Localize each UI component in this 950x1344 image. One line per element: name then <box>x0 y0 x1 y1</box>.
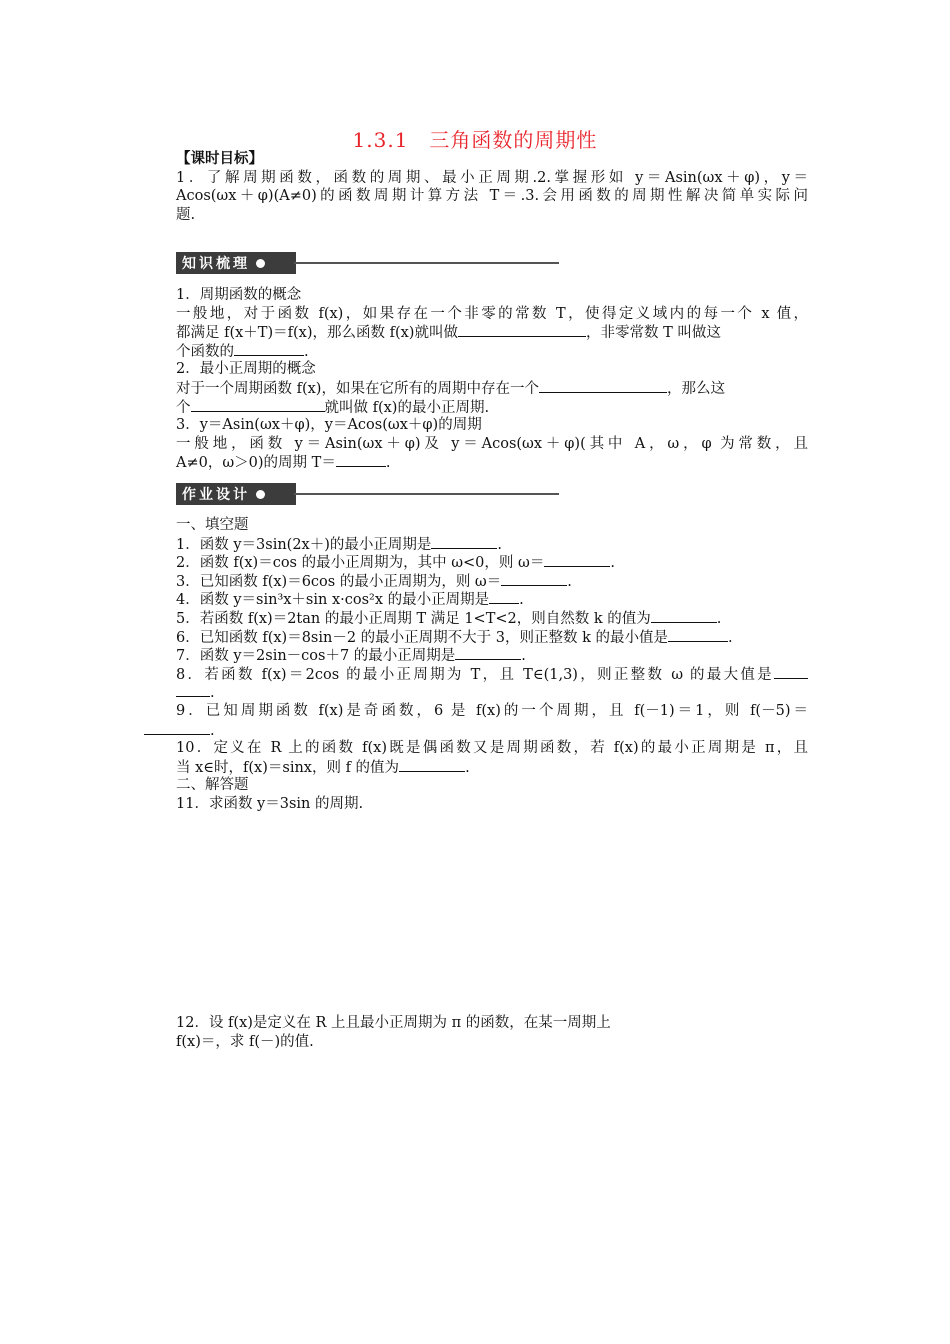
fill-blank <box>501 572 567 586</box>
fill-blank <box>176 683 210 697</box>
question-10-cont <box>176 758 808 777</box>
question-3 <box>176 572 808 591</box>
question-end: . <box>610 555 615 572</box>
k2-line-2a: 个 <box>176 399 191 416</box>
question-5 <box>176 609 808 628</box>
k3-line-2 <box>176 453 808 472</box>
k1-line-1: 一般地，对于函数 f(x)，如果存在一个非零的常数 T，使得定义域内的每一个 x 值， <box>176 305 808 322</box>
question-text: 3．已知函数 f(x)＝6cos 的最小正周期为，则 ω＝ <box>176 573 502 590</box>
question-end: . <box>567 573 572 590</box>
k1-line-2b: ，非零常数 T 叫做这 <box>585 325 721 342</box>
page-title: 1.3.1 三角函数的周期性 <box>352 128 598 152</box>
fill-blank <box>455 646 521 660</box>
banner-box <box>176 252 296 274</box>
k1-line-3b: . <box>304 343 309 360</box>
question-end: . <box>465 759 470 776</box>
objectives-line-1a: 1．了解周期函数，函数的周期、最小正周期.2.掌握形如 <box>176 169 636 186</box>
k1-line-3a: 个函数的 <box>176 343 234 360</box>
question-text: 4．函数 y＝sin³x＋sin x·cos²x 的最小正周期是 <box>176 592 490 609</box>
question-end: . <box>210 685 215 702</box>
fill-blank <box>336 453 386 467</box>
fill-blank <box>234 342 304 356</box>
question-end: . <box>716 610 722 627</box>
question-2 <box>176 553 808 572</box>
fill-blank <box>544 553 610 567</box>
question-text: 1．函数 y＝3sin(2x＋)的最小正周期是 <box>176 536 432 553</box>
objectives-line-1b: y＝Asin(ωx＋φ)，y＝ <box>635 169 808 186</box>
part2-heading: 二、解答题 <box>176 777 249 794</box>
fill-blank <box>191 398 325 412</box>
k3-line-1: 一般地，函数 y＝Asin(ωx＋φ)及 y＝Acos(ωx＋φ)(其中 A，ω，φ 为常数，且 <box>176 435 808 452</box>
k2-line-2 <box>176 398 808 417</box>
fill-blank <box>651 609 717 623</box>
k2-line-1b: ，那么这 <box>666 380 725 397</box>
section-banner-homework <box>176 483 296 505</box>
fill-blank <box>144 721 210 735</box>
fill-blank <box>539 379 667 393</box>
question-9: 9．已知周期函数 f(x)是奇函数，6 是 f(x)的一个周期，且 f(－1)＝1，则 f(－5)＝ <box>176 702 808 719</box>
banner-rule <box>294 493 559 495</box>
fill-blank <box>458 323 586 337</box>
question-8-cont <box>176 683 808 702</box>
objectives-block <box>176 150 808 224</box>
question-12-block <box>176 1014 808 1051</box>
question-text: 7．函数 y＝2sin－cos＋7 的最小正周期是 <box>176 648 456 665</box>
k2-title: 2．最小正周期的概念 <box>176 361 316 378</box>
part1-heading: 一、填空题 <box>176 517 249 533</box>
fill-blank <box>489 590 519 604</box>
k3-title: 3．y＝Asin(ωx＋φ)，y＝Acos(ωx＋φ)的周期 <box>176 417 482 434</box>
homework-block <box>176 516 808 814</box>
objectives-line-1 <box>176 169 808 188</box>
question-12: 12．设 f(x)是定义在 R 上且最小正周期为 π 的函数，在某一周期上 <box>176 1015 611 1031</box>
k2-line-1a: 对于一个周期函数 f(x)，如果在它所有的周期中存在一个 <box>176 380 539 397</box>
k3-line-2a: A≠0，ω＞0)的周期 T＝ <box>176 455 336 472</box>
question-text: 8．若函数 f(x)＝2cos 的最小正周期为 T，且 T∈(1,3)，则正整数 ω 的最大值是 <box>176 666 774 683</box>
question-10: 10．定义在 R 上的函数 f(x)既是偶函数又是周期函数，若 f(x)的最小正周期是 π，且 <box>176 740 808 757</box>
question-11: 11．求函数 y＝3sin 的周期. <box>176 795 364 812</box>
question-4 <box>176 590 808 609</box>
knowledge-block <box>176 286 808 472</box>
question-12-cont: f(x)＝，求 f(－)的值. <box>176 1033 314 1050</box>
fill-blank <box>774 665 808 679</box>
question-text: 6．已知函数 f(x)＝8sin－2 的最小正周期不大于 3，则正整数 k 的最小值是 <box>176 629 669 646</box>
banner-label: 作业设计 <box>182 487 250 503</box>
question-7 <box>176 646 808 665</box>
question-1 <box>176 535 808 554</box>
objectives-line-3: 题. <box>176 206 196 223</box>
banner-label: 知识梳理 <box>182 256 250 272</box>
question-8 <box>176 665 808 684</box>
k2-line-2b: 就叫做 f(x)的最小正周期. <box>324 399 490 416</box>
question-end: . <box>519 592 524 609</box>
k2-line-1 <box>176 379 808 398</box>
k1-line-2a: 都满足 f(x＋T)＝f(x)，那么函数 f(x)就叫做 <box>176 325 458 342</box>
bullet-dot-icon <box>256 490 265 499</box>
k1-line-3 <box>176 342 808 361</box>
question-6 <box>176 628 808 647</box>
bullet-dot-icon <box>256 259 265 268</box>
objectives-line-2: Acos(ωx＋φ)(A≠0)的函数周期计算方法 T＝.3.会用函数的周期性解决简单实际问 <box>176 188 808 205</box>
question-9-cont <box>144 721 808 740</box>
question-end: . <box>728 629 733 646</box>
k3-line-2b: . <box>385 455 391 472</box>
k1-title: 1．周期函数的概念 <box>176 287 302 303</box>
question-text: 当 x∈时，f(x)＝sinx，则 f 的值为 <box>176 759 400 776</box>
fill-blank <box>431 535 497 549</box>
banner-rule <box>294 262 559 264</box>
section-banner-knowledge <box>176 252 296 274</box>
question-end: . <box>497 536 502 553</box>
question-text: 5．若函数 f(x)＝2tan 的最小正周期 T 满足 1<T<2，则自然数 k 的值为 <box>176 610 651 627</box>
objectives-heading: 【课时目标】 <box>176 150 263 167</box>
fill-blank <box>399 758 465 772</box>
k1-line-2 <box>176 323 808 342</box>
question-text: 2．函数 f(x)＝cos 的最小正周期为，其中 ω<0，则 ω＝ <box>176 555 545 572</box>
fill-blank <box>668 628 728 642</box>
banner-box <box>176 483 296 505</box>
question-end: . <box>521 648 526 665</box>
question-end: . <box>210 722 215 739</box>
